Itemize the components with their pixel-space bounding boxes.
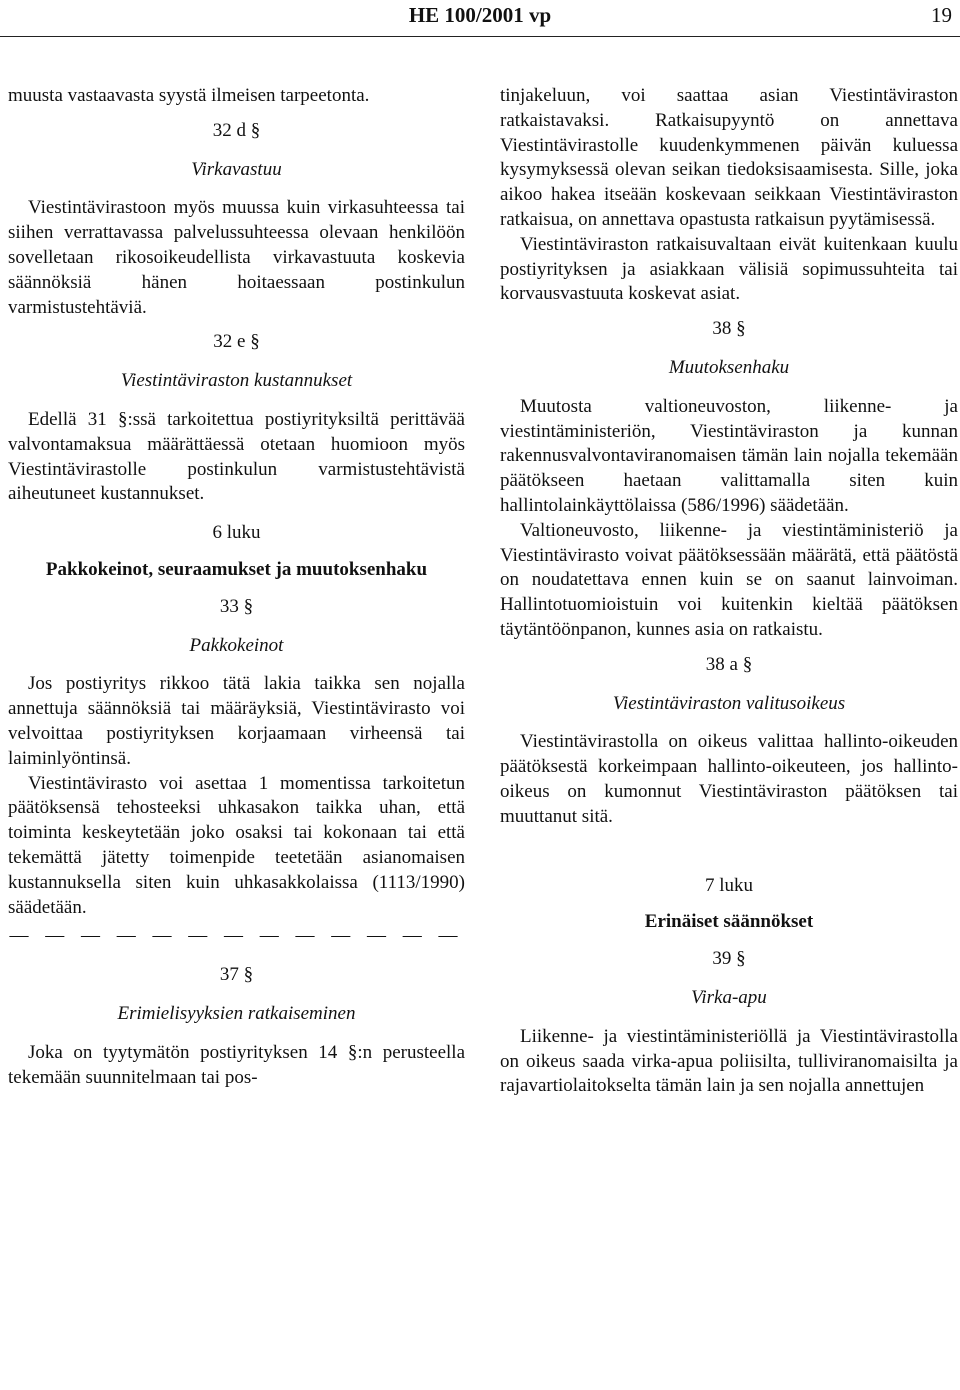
left-column [8, 84, 465, 1090]
section-number-32d: 32 d § [212, 119, 261, 141]
section-37-paragraph: Joka on tyytymätön postiyrityksen 14 §:n perusteella tekemään suunnitelmaan tai pos- [8, 1041, 465, 1088]
section-33-paragraph-2: Viestintävirasto voi asettaa 1 momentissa tarkoitetun päätöksensä tehosteeksi uhkasakon taikka uhan, että toiminta keskeytetään joko osaksi tai kokonaan tai että tekemättä jätetty toimenpide teetetään asianomaisen kustannuksella siten kuin uhkasakkolaissa (1113/1990) säädetään. [8, 772, 465, 918]
section-39-paragraph: Liikenne- ja viestintäministeriöllä ja Viestintävirastolla on oikeus saada virka-apua poliisilta, tulliviranomaisilta ja rajavartiolaitokselta tämän lain ja sen nojalla annettujen [500, 1025, 958, 1097]
section-32e-paragraph: Edellä 31 §:ssä tarkoitettua postiyrityksiltä perittävää valvontamaksua määrättäessä otetaan huomioon myös Viestintävirastolle postinkulun varmistustehtävistä aiheutuneet kustannukset. [8, 408, 465, 505]
paragraph: Viestintäviraston ratkaisuvaltaan eivät kuitenkaan kuulu postiyrityksen ja asiakkaan välisiä sopimussuhteita tai korvausvastuuta koskevat asiat. [500, 233, 958, 305]
omission-dash-rule: — — — — — — — — — — — — — [9, 925, 464, 947]
page-header [0, 0, 960, 30]
section-38-paragraph-1: Muutosta valtioneuvoston, liikenne- ja viestintäministeriön, Viestintäviraston ja kunnan rakennusvalvontaviranomaisen tämän lain nojalla tekemään päätökseen haetaan valittamalla siten kuin hallintolainkäyttölaissa (586/1996) säädetään. [500, 395, 958, 516]
section-38a-paragraph: Viestintävirastolla on oikeus valittaa hallinto-oikeuden päätöksestä korkeimpaan hallinto-oikeuteen, jos hallinto-oikeus on kumonnut Viestintäviraston päätöksen tai muuttanut sitä. [500, 731, 958, 827]
section-number-32e: 32 e § [213, 331, 260, 353]
section-title-38: Muutoksenhaku [668, 356, 790, 378]
paragraph-continuation: tinjakeluun, voi saattaa asian Viestintäviraston ratkaistavaksi. Ratkaisupyyntö on annettava Viestintävirastolle kuudenkymmenen päivän kuluessa kysymyksessä olevan seikan tiedoksisaamisesta. Sille, joka aikoo hakea itseään koskevaan seikkaan Viestintäviraston ratkaisua, on annettava opastusta ratkaisun pyytämisessä. [500, 85, 958, 230]
section-number-33: 33 § [219, 595, 254, 617]
section-title-32e: Viestintäviraston kustannukset [120, 370, 353, 392]
section-number-38: 38 § [712, 318, 746, 340]
section-title-33: Pakkokeinot [189, 634, 284, 656]
section-title-38a: Viestintäviraston valitusoikeus [612, 692, 846, 714]
section-title-37: Erimielisyyksien ratkaiseminen [117, 1002, 356, 1024]
section-title-32d: Virkavastuu [191, 158, 282, 180]
section-number-39: 39 § [712, 948, 746, 970]
chapter-number-6: 6 luku [212, 522, 261, 544]
page-number: 19 [931, 3, 952, 27]
section-33-paragraph-1: Jos postiyritys rikkoo tätä lakia taikka sen nojalla annettuja säännöksiä tai määräyksiä, Viestintävirasto voi velvoittaa postiyrityksen korjaamaan virheensä tai laiminlyöntinsä. [8, 673, 465, 769]
document-id: HE 100/2001 vp [408, 3, 552, 27]
section-number-37: 37 § [219, 964, 254, 986]
chapter-number-7: 7 luku [704, 874, 754, 896]
chapter-title-6: Pakkokeinot, seuraamukset ja muutoksenhaku [45, 558, 428, 580]
section-number-38a: 38 a § [705, 653, 753, 675]
section-32d-paragraph: Viestintävirastoon myös muussa kuin virkasuhteessa tai siihen verrattavassa palvelussuhteessa olevaan henkilöön sovelletaan rikosoikeudellista virkavastuuta koskevia säännöksiä hänen hoitaessaan postinkulun varmistustehtäviä. [8, 197, 465, 318]
section-title-39: Virka-apu [691, 986, 767, 1008]
header-rule [0, 36, 960, 37]
paragraph-continuation: muusta vastaavasta syystä ilmeisen tarpeetonta. [8, 85, 370, 106]
right-column [500, 84, 958, 1099]
section-38-paragraph-2: Valtioneuvosto, liikenne- ja viestintäministeriö ja Viestintävirasto voivat päätöksessään määrätä, että päätöstä on noudatettava ennen kuin se on saanut lainvoiman. Hallintotuomioistuin voi kuitenkin kieltää päätöksen täytäntöönpanon, kunnes asia on ratkaistu. [500, 519, 958, 640]
chapter-title-7: Erinäiset säännökset [644, 911, 814, 933]
